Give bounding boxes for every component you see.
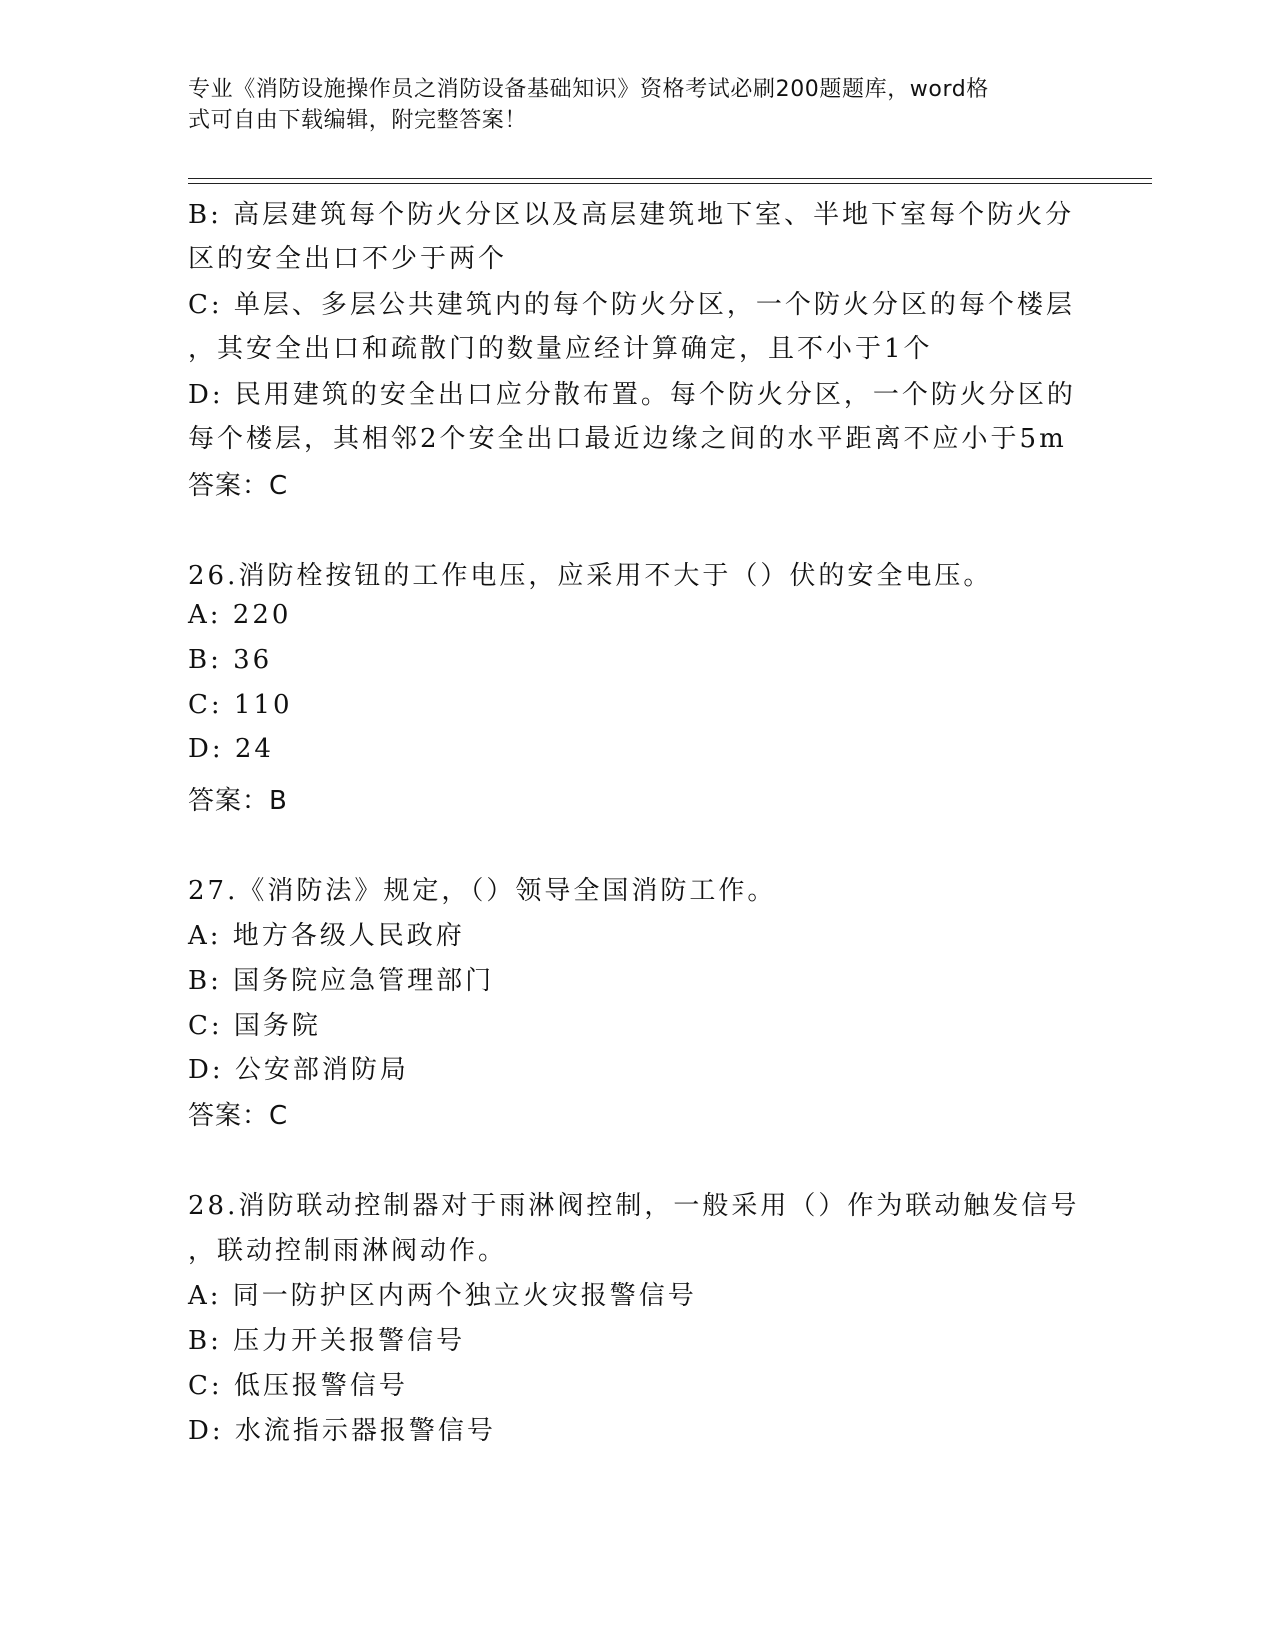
header-rule-top — [188, 178, 1152, 179]
q26-answer: 答案：B — [188, 786, 288, 816]
q28-question-line-1: 28.消防联动控制器对于雨淋阀控制，一般采用（）作为联动触发信号 — [188, 1191, 1080, 1221]
q28-option-d: D: 水流指示器报警信号 — [188, 1416, 496, 1446]
header-line-1: 专业《消防设施操作员之消防设备基础知识》资格考试必刷200题题库，word格 — [188, 77, 989, 102]
q27-option-d: D: 公安部消防局 — [188, 1055, 409, 1085]
q25-option-b-line-1: B: 高层建筑每个防火分区以及高层建筑地下室、半地下室每个防火分 — [188, 200, 1075, 230]
q25-option-c-line-2: ，其安全出口和疏散门的数量应经计算确定，且不小于1个 — [188, 334, 933, 364]
q27-option-c: C: 国务院 — [188, 1011, 321, 1041]
page-header — [188, 74, 1068, 136]
q27-answer: 答案：C — [188, 1101, 289, 1131]
q28-question-line-2: ，联动控制雨淋阀动作。 — [188, 1236, 508, 1266]
header-rule-bottom — [188, 183, 1152, 184]
q25-option-d-line-2: 每个楼层，其相邻2个安全出口最近边缘之间的水平距离不应小于5m — [188, 424, 1067, 454]
q25-option-d-line-1: D: 民用建筑的安全出口应分散布置。每个防火分区，一个防火分区的 — [188, 380, 1076, 410]
q26-option-a: A: 220 — [188, 600, 292, 630]
q26-question: 26.消防栓按钮的工作电压，应采用不大于（）伏的安全电压。 — [188, 561, 993, 591]
q26-option-c: C: 110 — [188, 690, 293, 720]
q27-option-b: B: 国务院应急管理部门 — [188, 966, 495, 996]
q25-option-c-line-1: C: 单层、多层公共建筑内的每个防火分区，一个防火分区的每个楼层 — [188, 290, 1075, 320]
q26-option-d: D: 24 — [188, 734, 274, 764]
q26-option-b: B: 36 — [188, 645, 273, 675]
q28-option-c: C: 低压报警信号 — [188, 1371, 408, 1401]
q25-answer: 答案：C — [188, 471, 289, 501]
q28-option-b: B: 压力开关报警信号 — [188, 1326, 466, 1356]
q27-option-a: A: 地方各级人民政府 — [188, 921, 465, 951]
q28-option-a: A: 同一防护区内两个独立火灾报警信号 — [188, 1281, 697, 1311]
q27-question: 27.《消防法》规定，（）领导全国消防工作。 — [188, 876, 777, 906]
q25-option-b-line-2: 区的安全出口不少于两个 — [188, 244, 508, 274]
header-line-2: 式可自由下载编辑，附完整答案！ — [188, 108, 528, 133]
